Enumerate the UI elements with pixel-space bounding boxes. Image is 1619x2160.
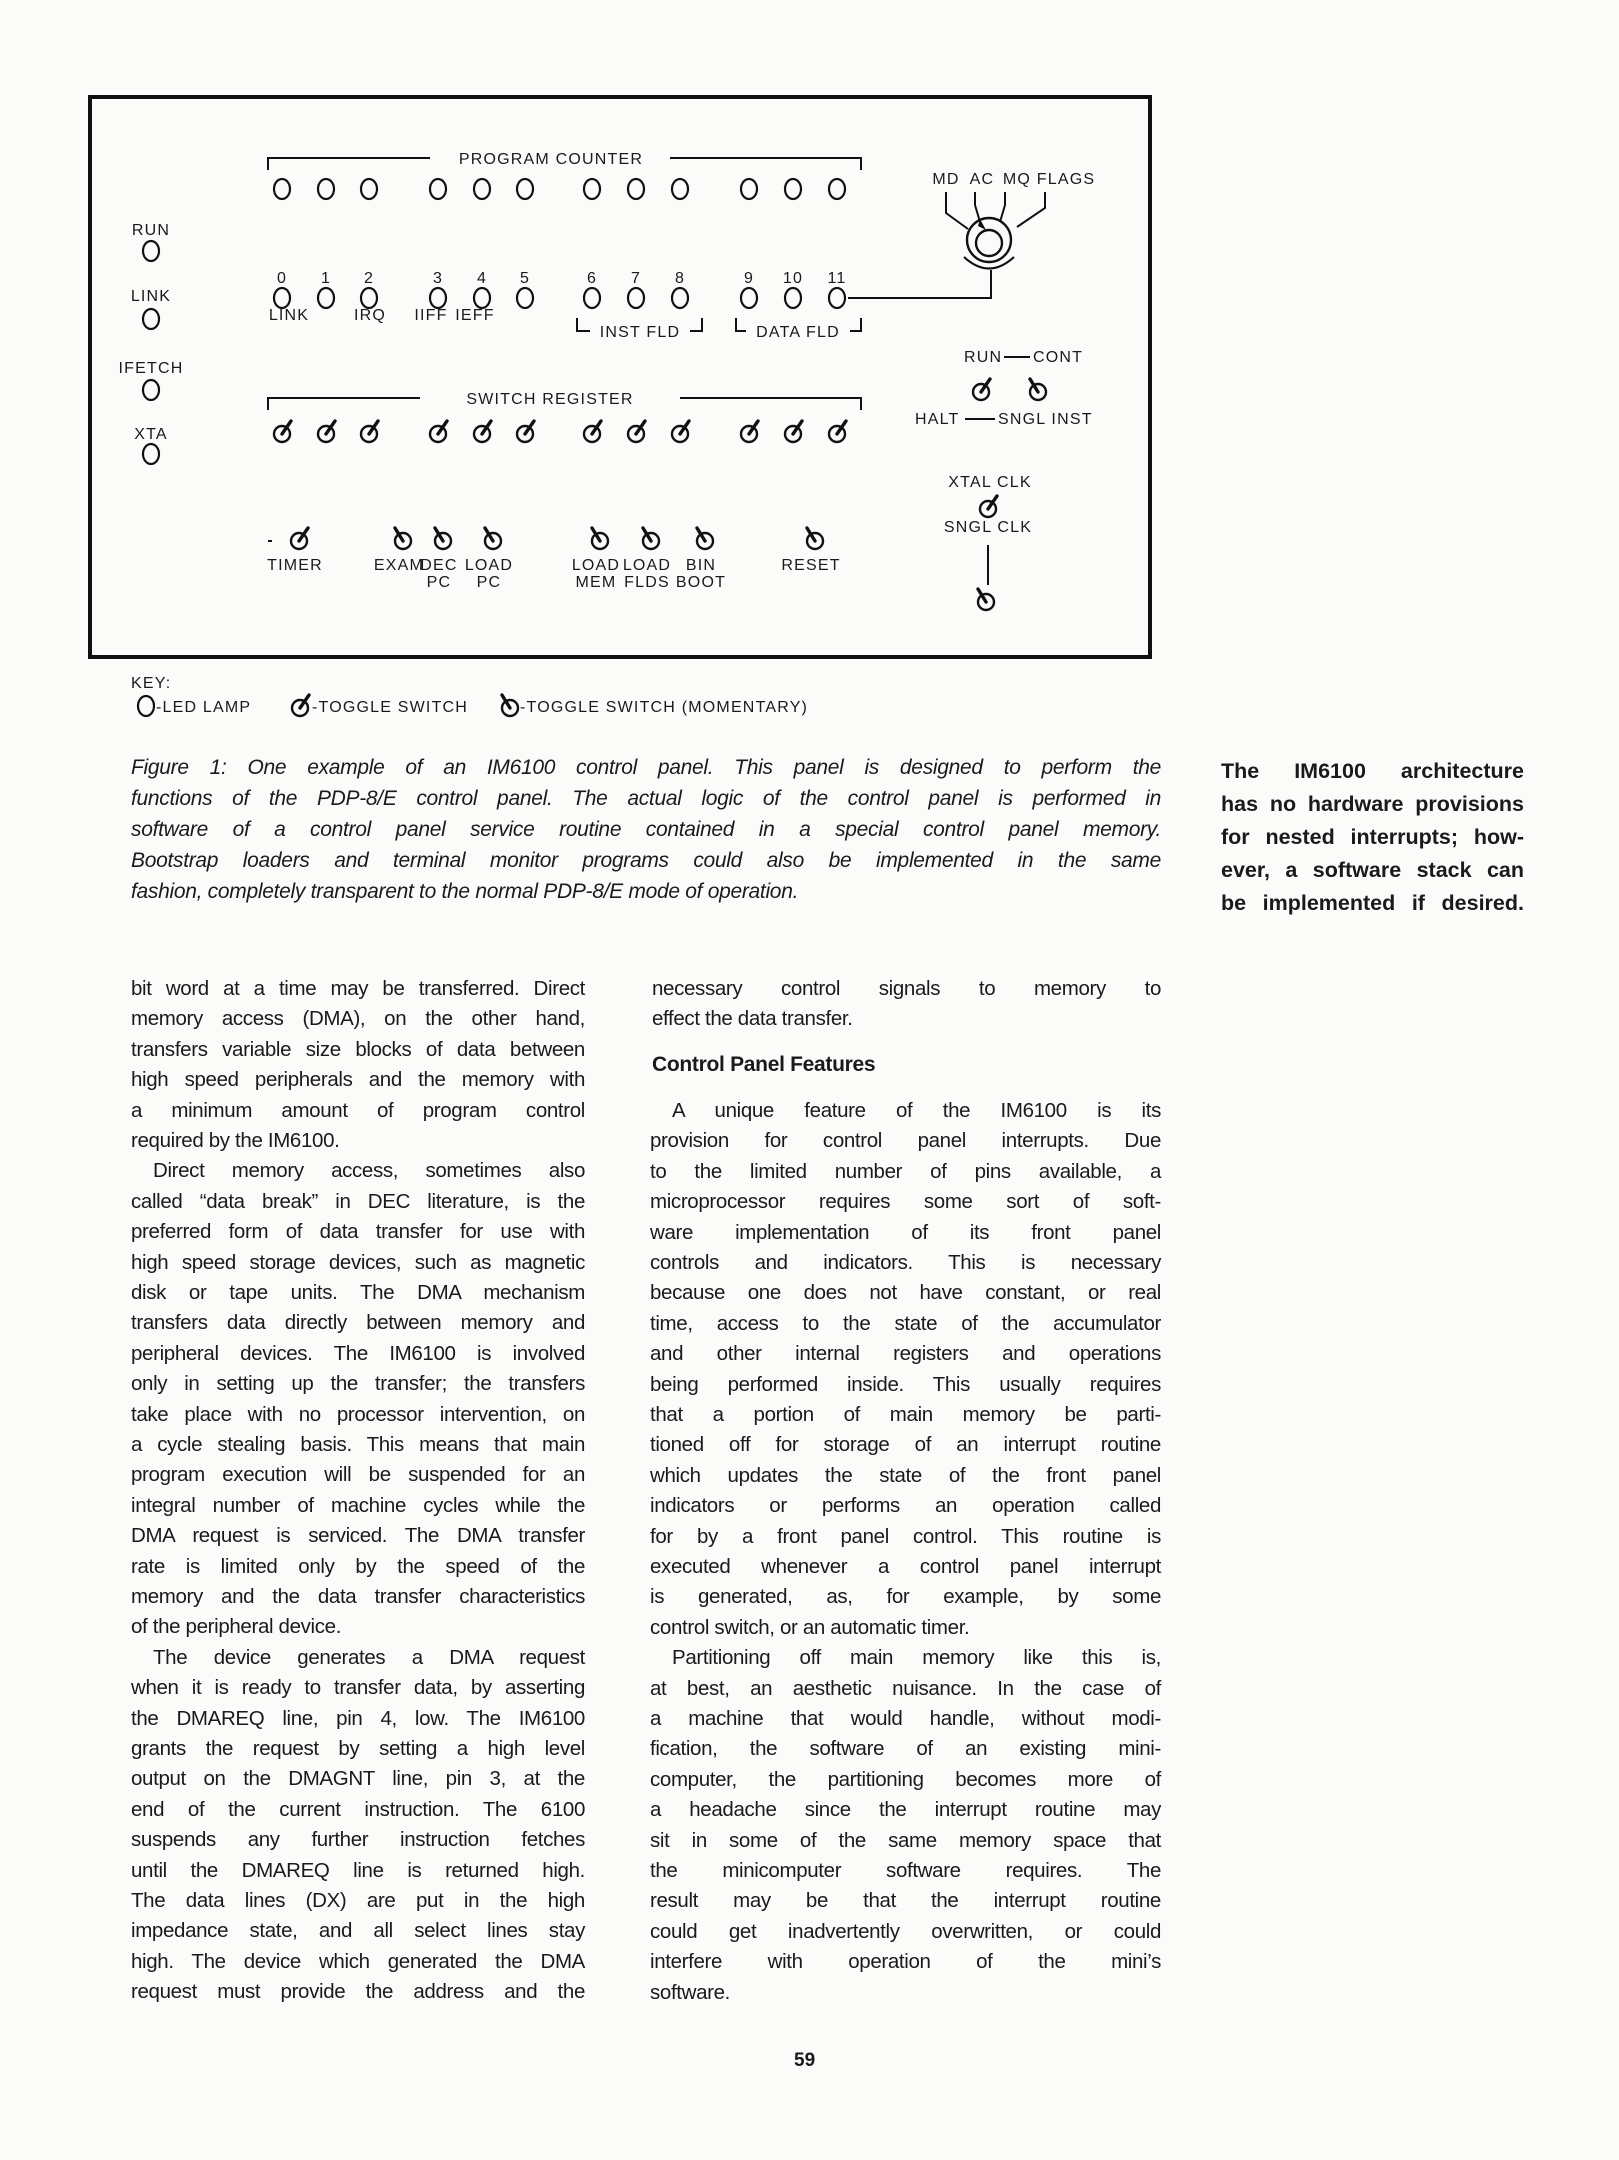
button-label: RESET — [781, 557, 841, 574]
program-counter-lamp — [741, 179, 757, 199]
program-counter-lamp — [785, 179, 801, 199]
bit-number: 10 — [782, 270, 804, 287]
register-lamp — [672, 288, 688, 308]
body-text-line: because one does not have constant, or real — [650, 1281, 1161, 1304]
switch-register-toggle — [829, 421, 846, 442]
selector-label-ac: AC — [969, 171, 995, 188]
register-lamp — [829, 288, 845, 308]
bit-number: 4 — [476, 270, 488, 287]
button-label: DEC — [420, 557, 458, 574]
bit-number: 3 — [432, 270, 444, 287]
body-text-line: The data lines (DX) are put in the high — [131, 1889, 585, 1912]
figure-caption-line: fashion, completely transparent to the normal PDP-8/E mode of operation. — [131, 880, 799, 903]
body-text-line: bit word at a time may be transferred. Direct — [131, 977, 585, 1000]
program-counter-lamp — [274, 179, 290, 199]
switch-register-toggle — [517, 421, 534, 442]
button-timer — [291, 528, 308, 549]
status-lamp — [143, 309, 159, 329]
switch-register-toggle — [672, 421, 689, 442]
body-text-line: program execution will be suspended for an — [131, 1463, 585, 1486]
register-lamp — [584, 288, 600, 308]
control-panel-figure — [0, 0, 1619, 740]
program-counter-lamp — [829, 179, 845, 199]
bit-label-ieff: IEFF — [455, 307, 495, 324]
data-fld-label: DATA FLD — [756, 324, 840, 341]
body-text-line: memory and the data transfer characteristics — [131, 1585, 585, 1608]
program-counter-lamp — [672, 179, 688, 199]
register-lamp — [628, 288, 644, 308]
body-text-line: high speed peripherals and the memory with — [131, 1068, 585, 1091]
button-label: FLDS — [624, 574, 670, 591]
status-lamp — [143, 380, 159, 400]
program-counter-lamp — [474, 179, 490, 199]
button-label: PC — [426, 574, 452, 591]
body-text-line: fication, the software of an existing mini- — [650, 1737, 1161, 1760]
button-label: PC — [476, 574, 502, 591]
program-counter-lamp — [628, 179, 644, 199]
bit-number: 2 — [363, 270, 375, 287]
body-text-line: The device generates a DMA request — [153, 1646, 585, 1669]
body-text-line: the DMAREQ line, pin 4, low. The IM6100 — [131, 1707, 585, 1730]
key-item-toggle-switch: -TOGGLE SWITCH — [312, 699, 469, 716]
body-text-line: sit in some of the same memory space that — [650, 1829, 1161, 1852]
body-text-line: DMA request is serviced. The DMA transfer — [131, 1524, 585, 1547]
key-toggle-switch-icon — [292, 695, 309, 716]
status-lamp — [143, 241, 159, 261]
button-load-pc — [485, 528, 501, 549]
figure-caption-line: functions of the PDP-8/E control panel. The actual logic of the control panel is performed in — [131, 787, 1161, 810]
cont-label: CONT — [1033, 349, 1084, 366]
selector-label-md: MD — [932, 171, 960, 188]
register-lamp — [741, 288, 757, 308]
page-number: 59 — [794, 2050, 816, 2071]
body-text-line: integral number of machine cycles while the — [131, 1494, 585, 1517]
section-heading: Control Panel Features — [652, 1053, 876, 1076]
sngl-inst-label: SNGL INST — [998, 411, 1093, 428]
key-momentary-switch-icon — [502, 695, 518, 716]
pull-quote-line: ever, a software stack can — [1221, 858, 1524, 882]
button-label: BOOT — [675, 574, 727, 591]
register-lamp — [318, 288, 334, 308]
button-load-flds — [643, 528, 659, 549]
body-text-line: for by a front panel control. This routine is — [650, 1525, 1161, 1548]
selector-label-mq: MQ — [1002, 171, 1032, 188]
run-halt-toggle — [973, 379, 990, 400]
bit-number: 6 — [586, 270, 598, 287]
pull-quote-line: for nested interrupts; how- — [1221, 825, 1524, 849]
status-label: LINK — [130, 288, 172, 305]
bit-label-irq: IRQ — [353, 307, 387, 324]
key-item-momentary-switch: -TOGGLE SWITCH (MOMENTARY) — [520, 699, 809, 716]
body-text-line: output on the DMAGNT line, pin 3, at the — [131, 1767, 585, 1790]
key-led-lamp-icon — [138, 696, 154, 716]
button-dec-pc — [435, 528, 451, 549]
body-text-line: provision for control panel interrupts. Due — [650, 1129, 1161, 1152]
button-bin-boot — [697, 528, 713, 549]
bit-label-iiff: IIFF — [414, 307, 448, 324]
clock-select-toggle — [980, 496, 997, 517]
button-label: EXAM — [373, 557, 425, 574]
button-label: LOAD — [571, 557, 621, 574]
body-text-line: memory access (DMA), on the other hand, — [131, 1007, 585, 1030]
inst-fld-label: INST FLD — [599, 324, 681, 341]
bit-number: 8 — [674, 270, 686, 287]
body-text-line: end of the current instruction. The 6100 — [131, 1798, 585, 1821]
status-lamp — [143, 444, 159, 464]
figure-caption-line: Figure 1: One example of an IM6100 control panel. This panel is designed to perform the — [131, 756, 1161, 779]
single-clock-toggle — [978, 589, 994, 610]
body-text-line: control switch, or an automatic timer. — [650, 1616, 970, 1639]
switch-register-label: SWITCH REGISTER — [466, 391, 634, 408]
body-text-line: interfere with operation of the mini’s — [650, 1950, 1161, 1973]
body-text-line: could get inadvertently overwritten, or could — [650, 1920, 1161, 1943]
halt-label: HALT — [915, 411, 960, 428]
switch-register-toggle — [274, 421, 291, 442]
pull-quote-line: The IM6100 architecture — [1221, 759, 1524, 783]
register-lamp — [474, 288, 490, 308]
body-text-line: rate is limited only by the speed of the — [131, 1555, 585, 1578]
body-text-line: microprocessor requires some sort of soft- — [650, 1190, 1161, 1213]
sngl-clk-label: SNGL CLK — [943, 519, 1033, 536]
register-lamp — [274, 288, 290, 308]
bit-number: 1 — [320, 270, 332, 287]
body-text-line: effect the data transfer. — [652, 1007, 853, 1030]
body-text-line: tioned off for storage of an interrupt routine — [650, 1433, 1161, 1456]
body-text-line: until the DMAREQ line is returned high. — [131, 1859, 585, 1882]
program-counter-label: PROGRAM COUNTER — [458, 151, 644, 168]
program-counter-lamp — [517, 179, 533, 199]
body-text-line: computer, the partitioning becomes more of — [650, 1768, 1161, 1791]
button-label: MEM — [575, 574, 617, 591]
body-text-line: transfers variable size blocks of data between — [131, 1038, 585, 1061]
body-text-line: take place with no processor intervention, on — [131, 1403, 585, 1426]
button-label: TIMER — [267, 557, 323, 574]
body-text-line: software. — [650, 1981, 731, 2004]
body-text-line: at best, an aesthetic nuisance. In the case of — [650, 1677, 1161, 1700]
body-text-line: A unique feature of the IM6100 is its — [672, 1099, 1161, 1122]
body-text-line: called “data break” in DEC literature, is the — [131, 1190, 585, 1213]
body-text-line: preferred form of data transfer for use with — [131, 1220, 585, 1243]
switch-register-toggle — [785, 421, 802, 442]
body-text-line: a cycle stealing basis. This means that main — [131, 1433, 585, 1456]
program-counter-lamp — [318, 179, 334, 199]
bit-number: 0 — [276, 270, 288, 287]
switch-register-toggle — [430, 421, 447, 442]
body-text-line: a headache since the interrupt routine may — [650, 1798, 1161, 1821]
body-text-line: result may be that the interrupt routine — [650, 1889, 1161, 1912]
body-text-line: only in setting up the transfer; the transfers — [131, 1372, 585, 1395]
body-text-line: is generated, as, for example, by some — [650, 1585, 1161, 1608]
button-label: LOAD — [622, 557, 672, 574]
register-lamp — [517, 288, 533, 308]
switch-register-toggle — [584, 421, 601, 442]
bit-number: 11 — [827, 270, 847, 287]
figure-caption-line: software of a control panel service routine contained in a special control panel memory. — [131, 818, 1161, 841]
key-title: KEY: — [131, 675, 172, 692]
body-text-line: of the peripheral device. — [131, 1615, 342, 1638]
body-text-line: time, access to the state of the accumulator — [650, 1312, 1161, 1335]
body-text-line: that a portion of main memory be parti- — [650, 1403, 1161, 1426]
body-text-line: disk or tape units. The DMA mechanism — [131, 1281, 585, 1304]
body-text-line: and other internal registers and operations — [650, 1342, 1161, 1365]
body-text-line: high. The device which generated the DMA — [131, 1950, 585, 1973]
body-text-line: controls and indicators. This is necessary — [650, 1251, 1161, 1274]
body-text-line: to the limited number of pins available, a — [650, 1160, 1161, 1183]
register-selector-knob — [964, 218, 1014, 269]
cont-sngl-inst-toggle — [1030, 379, 1046, 400]
program-counter-lamp — [361, 179, 377, 199]
body-text-line: peripheral devices. The IM6100 is involved — [131, 1342, 585, 1365]
bit-number: 5 — [519, 270, 531, 287]
button-exam — [395, 528, 411, 549]
body-text-line: a machine that would handle, without modi- — [650, 1707, 1161, 1730]
register-lamp — [361, 288, 377, 308]
body-text-line: required by the IM6100. — [131, 1129, 340, 1152]
body-text-line: when it is ready to transfer data, by asserting — [131, 1676, 585, 1699]
run-label: RUN — [964, 349, 1003, 366]
body-text-line: the minicomputer software requires. The — [650, 1859, 1161, 1882]
body-text-line: indicators or performs an operation called — [650, 1494, 1161, 1517]
body-text-line: which updates the state of the front panel — [650, 1464, 1161, 1487]
status-label: IFETCH — [118, 360, 184, 377]
body-text-line: grants the request by setting a high level — [131, 1737, 585, 1760]
body-text-line: a minimum amount of program control — [131, 1099, 585, 1122]
program-counter-lamp — [430, 179, 446, 199]
register-lamp — [785, 288, 801, 308]
switch-register-toggle — [628, 421, 645, 442]
program-counter-lamp — [584, 179, 600, 199]
bit-label-link: LINK — [268, 307, 310, 324]
body-text-line: necessary control signals to memory to — [652, 977, 1161, 1000]
selector-label-flags: FLAGS — [1036, 171, 1096, 188]
body-text-line: request must provide the address and the — [131, 1980, 585, 2003]
button-reset — [807, 528, 823, 549]
switch-register-toggle — [318, 421, 335, 442]
register-lamp — [430, 288, 446, 308]
bit-number: 9 — [743, 270, 755, 287]
body-text-line: Direct memory access, sometimes also — [153, 1159, 585, 1182]
status-label: XTA — [134, 426, 168, 443]
body-text-line: high speed storage devices, such as magnetic — [131, 1251, 585, 1274]
body-text-line: suspends any further instruction fetches — [131, 1828, 585, 1851]
body-text-line: executed whenever a control panel interrupt — [650, 1555, 1161, 1578]
pull-quote-line: be implemented if desired. — [1221, 891, 1524, 915]
button-load-mem — [592, 528, 608, 549]
switch-register-toggle — [361, 421, 378, 442]
body-text-line: impedance state, and all select lines stay — [131, 1919, 585, 1942]
body-text-line: being performed inside. This usually requires — [650, 1373, 1161, 1396]
body-text-line: Partitioning off main memory like this is, — [672, 1646, 1161, 1669]
button-label: BIN — [685, 557, 717, 574]
pull-quote-line: has no hardware provisions — [1221, 792, 1524, 816]
figure-caption-line: Bootstrap loaders and terminal monitor programs could also be implemented in the same — [131, 849, 1161, 872]
switch-register-toggle — [474, 421, 491, 442]
body-text-line: transfers data directly between memory and — [131, 1311, 585, 1334]
status-label: RUN — [131, 222, 171, 239]
key-item-led-lamp: -LED LAMP — [156, 699, 252, 716]
button-label: LOAD — [464, 557, 514, 574]
xtal-clk-label: XTAL CLK — [948, 474, 1032, 491]
bit-number: 7 — [630, 270, 642, 287]
body-text-line: ware implementation of its front panel — [650, 1221, 1161, 1244]
switch-register-toggle — [741, 421, 758, 442]
